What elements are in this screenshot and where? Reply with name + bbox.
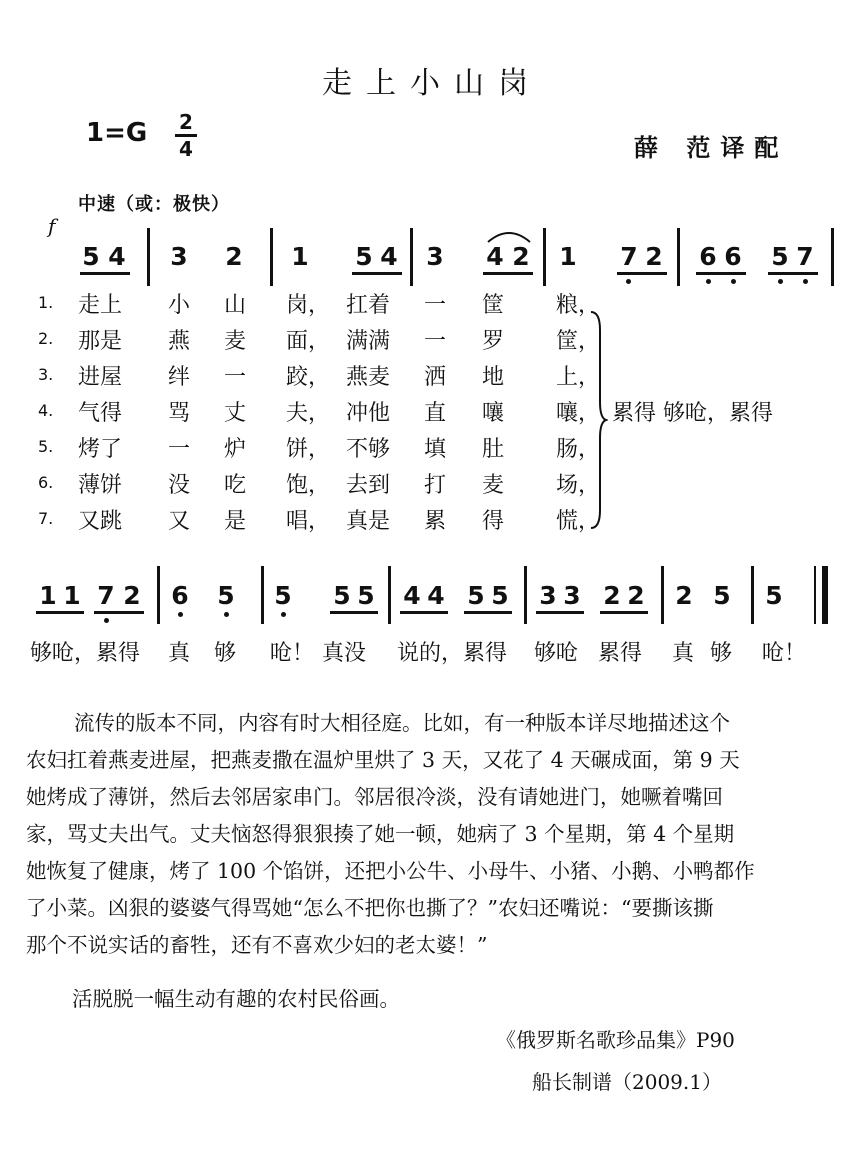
lyric-word: 燕麦 — [346, 365, 391, 390]
lyric-word: 真 — [168, 641, 191, 666]
note: 3 — [426, 242, 444, 271]
verse-number: 1. — [38, 293, 54, 312]
low-octave-dot — [281, 612, 286, 617]
beam-underline — [94, 611, 144, 614]
note: 7 — [620, 242, 638, 271]
note: 5 — [491, 581, 509, 610]
note: 6 — [724, 242, 742, 271]
lyric-word: 又 — [168, 509, 191, 534]
note: 1 — [39, 581, 57, 610]
dynamic-marking: f — [48, 214, 56, 238]
bar-line — [661, 566, 664, 624]
lyric-word: 填 — [424, 437, 447, 462]
note: 3 — [539, 581, 557, 610]
beam-underline — [617, 272, 667, 275]
lyric-word: 麦 — [482, 473, 505, 498]
lyric-word: 得 — [482, 509, 505, 534]
lyric-word: 去到 — [346, 473, 391, 498]
lyric-word: 那是 — [78, 329, 123, 354]
arranger: 薛 范译配 — [634, 133, 789, 162]
time-signature-top: 2 — [179, 110, 193, 134]
note: 2 — [512, 242, 530, 271]
low-octave-dot — [706, 279, 711, 284]
lyric-word: 嚷， — [556, 401, 601, 426]
lyric-word: 是 — [224, 509, 247, 534]
lyric-word: 岗， — [286, 293, 331, 318]
paragraph-line: 流传的版本不同，内容有时大相径庭。比如，有一种版本详尽地描述这个 — [74, 711, 730, 735]
lyric-word: 山 — [224, 293, 247, 318]
beam-underline — [483, 272, 533, 275]
note: 3 — [563, 581, 581, 610]
beam-underline — [464, 611, 512, 614]
paragraph-line: 她恢复了健康，烤了 100 个馅饼，还把小公牛、小母牛、小猪、小鹅、小鸭都作 — [26, 859, 755, 883]
paragraph-line: 那个不说实话的畜牲，还有不喜欢少妇的老太婆！” — [26, 933, 488, 957]
verse-brace — [588, 310, 608, 530]
lyric-word: 跤， — [286, 365, 331, 390]
note: 1 — [63, 581, 81, 610]
lyric-word: 满满 — [346, 329, 391, 354]
lyric-word: 一 — [424, 293, 447, 318]
note: 4 — [486, 242, 504, 271]
note: 5 — [467, 581, 485, 610]
lyric-word: 烤了 — [78, 437, 123, 462]
note: 1 — [559, 242, 577, 271]
lyric-word: 真 — [672, 641, 695, 666]
note: 2 — [225, 242, 243, 271]
note: 6 — [699, 242, 717, 271]
verse-number: 7. — [38, 509, 54, 528]
lyric-word: 呛！ — [762, 641, 807, 666]
song-title: 走上小山岗 — [322, 66, 542, 101]
beam-underline — [400, 611, 448, 614]
time-signature-bottom: 4 — [179, 137, 193, 161]
key-signature: 1=G — [86, 118, 148, 148]
lyric-word: 丈 — [224, 401, 247, 426]
lyric-word: 进屋 — [78, 365, 123, 390]
bar-line — [270, 228, 273, 286]
note: 5 — [357, 581, 375, 610]
note: 5 — [765, 581, 783, 610]
final-barline-thin — [814, 566, 816, 624]
low-octave-dot — [224, 612, 229, 617]
lyric-word: 一 — [424, 329, 447, 354]
note: 4 — [380, 242, 398, 271]
lyric-word: 不够 — [346, 437, 391, 462]
note: 5 — [333, 581, 351, 610]
bar-line — [261, 566, 264, 624]
lyric-word: 扛着 — [346, 293, 391, 318]
note: 1 — [291, 242, 309, 271]
paragraph-line: 活脱脱一幅生动有趣的农村民俗画。 — [72, 987, 400, 1011]
beam-underline — [352, 272, 402, 275]
slur-mark — [486, 228, 532, 244]
bar-line — [677, 228, 680, 286]
lyric-word: 又跳 — [78, 509, 123, 534]
time-signature — [175, 112, 197, 159]
final-barline-thick — [822, 566, 828, 624]
beam-underline — [600, 611, 648, 614]
lyric-word: 冲他 — [346, 401, 391, 426]
lyric-word: 累得 — [598, 641, 643, 666]
lyric-word: 筐 — [482, 293, 505, 318]
transcriber-credit: 船长制谱（2009.1） — [532, 1070, 722, 1094]
verse-number: 4. — [38, 401, 54, 420]
note: 5 — [771, 242, 789, 271]
verse-number: 2. — [38, 329, 54, 348]
beam-underline — [536, 611, 584, 614]
lyric-word: 真是 — [346, 509, 391, 534]
verse-number: 6. — [38, 473, 54, 492]
bar-line — [410, 228, 413, 286]
lyric-word: 累 — [424, 509, 447, 534]
beam-underline — [36, 611, 84, 614]
bar-line — [543, 228, 546, 286]
lyric-word: 绊 — [168, 365, 191, 390]
note: 4 — [108, 242, 126, 271]
lyric-word: 炉 — [224, 437, 247, 462]
lyric-word: 地 — [482, 365, 505, 390]
note: 7 — [796, 242, 814, 271]
note: 3 — [170, 242, 188, 271]
bar-line — [831, 228, 834, 286]
low-octave-dot — [104, 618, 109, 623]
lyric-word: 麦 — [224, 329, 247, 354]
bar-line — [388, 566, 391, 624]
low-octave-dot — [731, 279, 736, 284]
note: 5 — [274, 581, 292, 610]
lyric-word: 燕 — [168, 329, 191, 354]
lyric-word: 吃 — [224, 473, 247, 498]
lyric-word: 嚷 — [482, 401, 505, 426]
note: 5 — [713, 581, 731, 610]
paragraph-line: 农妇扛着燕麦进屋，把燕麦撒在温炉里烘了 3 天，又花了 4 天碾成面，第 9 天 — [26, 748, 740, 772]
paragraph-line: 家，骂丈夫出气。丈夫恼怒得狠狠揍了她一顿，她病了 3 个星期，第 4 个星期 — [26, 822, 735, 846]
low-octave-dot — [803, 279, 808, 284]
note: 2 — [603, 581, 621, 610]
lyric-word: 饼， — [286, 437, 331, 462]
lyric-word: 说的，累得 — [397, 641, 508, 666]
tempo-marking: 中速（或：极快） — [78, 194, 230, 215]
lyric-word: 够 — [214, 641, 237, 666]
note: 5 — [82, 242, 100, 271]
lyric-word: 夫， — [286, 401, 331, 426]
lyric-word: 洒 — [424, 365, 447, 390]
lyric-word: 一 — [224, 365, 247, 390]
beam-underline — [330, 611, 378, 614]
note: 6 — [171, 581, 189, 610]
lyric-word: 够呛 — [534, 641, 579, 666]
note: 2 — [123, 581, 141, 610]
low-octave-dot — [178, 612, 183, 617]
lyric-word: 够 — [710, 641, 733, 666]
lyric-word: 没 — [168, 473, 191, 498]
bar-line — [524, 566, 527, 624]
lyric-word: 饱， — [286, 473, 331, 498]
lyric-word: 骂 — [168, 401, 191, 426]
verse-number: 3. — [38, 365, 54, 384]
beam-underline — [768, 272, 818, 275]
beam-underline — [80, 272, 130, 275]
lyric-word: 慌， — [556, 509, 601, 534]
note: 5 — [355, 242, 373, 271]
note: 2 — [675, 581, 693, 610]
lyric-word: 场， — [556, 473, 601, 498]
source-citation: 《俄罗斯名歌珍品集》P90 — [496, 1028, 735, 1052]
lyric-word: 唱， — [286, 509, 331, 534]
paragraph-line: 她烤成了薄饼，然后去邻居家串门。邻居很冷淡，没有请她进门，她噘着嘴回 — [26, 785, 723, 809]
lyric-word: 肚 — [482, 437, 505, 462]
beam-underline — [696, 272, 746, 275]
bar-line — [157, 566, 160, 624]
note: 7 — [97, 581, 115, 610]
lyric-word: 粮， — [556, 293, 601, 318]
bar-line — [147, 228, 150, 286]
lyric-word: 气得 — [78, 401, 123, 426]
lyric-word: 呛！ — [270, 641, 315, 666]
lyric-word: 薄饼 — [78, 473, 123, 498]
lyric-word: 上， — [556, 365, 601, 390]
lyric-word: 真没 — [322, 641, 367, 666]
low-octave-dot — [626, 279, 631, 284]
refrain-lyric: 累得 够呛，累得 — [612, 401, 773, 426]
lyric-word: 小 — [168, 293, 191, 318]
note: 2 — [645, 242, 663, 271]
note: 2 — [627, 581, 645, 610]
lyric-word: 直 — [424, 401, 447, 426]
lyric-word: 走上 — [78, 293, 123, 318]
paragraph-line: 了小菜。凶狠的婆婆气得骂她“怎么不把你也撕了？”农妇还嘴说：“要撕该撕 — [26, 896, 714, 920]
lyric-word: 罗 — [482, 329, 505, 354]
verse-number: 5. — [38, 437, 54, 456]
lyric-word: 够呛，累得 — [30, 641, 141, 666]
lyric-word: 面， — [286, 329, 331, 354]
note: 4 — [403, 581, 421, 610]
note: 5 — [217, 581, 235, 610]
low-octave-dot — [778, 279, 783, 284]
lyric-word: 一 — [168, 437, 191, 462]
bar-line — [751, 566, 754, 624]
lyric-word: 筐， — [556, 329, 601, 354]
lyric-word: 肠， — [556, 437, 601, 462]
lyric-word: 打 — [424, 473, 447, 498]
note: 4 — [427, 581, 445, 610]
